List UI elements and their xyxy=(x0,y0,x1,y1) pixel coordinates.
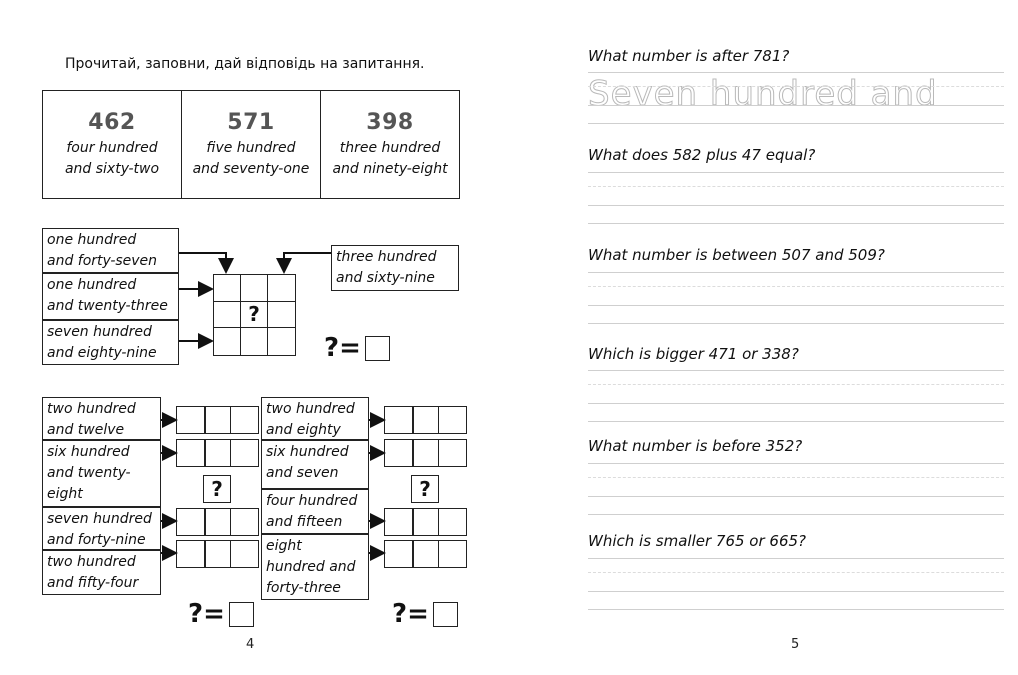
page-number-right: 5 xyxy=(791,637,800,652)
label-line: and eighty-nine xyxy=(47,345,157,361)
column-question-mark: ? xyxy=(411,475,439,503)
digit-cell[interactable] xyxy=(413,541,439,567)
label-line: seven hundred xyxy=(47,511,152,527)
label-line: one hundred xyxy=(47,277,137,293)
grid-cell[interactable] xyxy=(241,328,268,355)
answer-prompt: ?= xyxy=(188,599,225,629)
digit-row xyxy=(384,406,467,434)
digit-cell[interactable] xyxy=(385,541,413,567)
label-line: six hundred xyxy=(47,444,130,460)
question-4: Which is bigger 471 or 338? xyxy=(588,345,799,363)
words-line: and seventy-one xyxy=(192,160,310,177)
label-line: and seven xyxy=(266,465,339,481)
label-line: and twelve xyxy=(47,422,125,438)
digit-cell[interactable] xyxy=(231,440,258,466)
writing-lines[interactable] xyxy=(588,558,1004,613)
digit-row xyxy=(384,439,467,467)
label-line: seven hundred xyxy=(47,324,152,340)
digit-cell[interactable] xyxy=(413,440,439,466)
question-3: What number is between 507 and 509? xyxy=(588,246,885,264)
grid-cell[interactable] xyxy=(268,302,295,329)
label-line: two hundred xyxy=(47,401,136,417)
label-line: and fifty-four xyxy=(47,575,139,591)
grid-label-left xyxy=(42,273,179,320)
words-line: and ninety-eight xyxy=(332,160,448,177)
digit-cell[interactable] xyxy=(205,440,231,466)
digit-cell[interactable] xyxy=(439,509,466,535)
digit-cell[interactable] xyxy=(205,541,231,567)
grid-question-mark: ? xyxy=(241,302,268,329)
digit-cell[interactable] xyxy=(177,440,205,466)
digit-row xyxy=(176,540,259,568)
column-label xyxy=(261,534,369,600)
column-label xyxy=(261,489,369,534)
digit-cell[interactable] xyxy=(439,541,466,567)
column-label xyxy=(42,507,161,550)
digit-cell[interactable] xyxy=(231,541,258,567)
answer-prompt: ?= xyxy=(324,333,361,363)
label-line: three hundred xyxy=(336,249,437,265)
label-line: and forty-seven xyxy=(47,253,158,269)
grid-cell[interactable] xyxy=(214,328,241,355)
label-line: and eighty xyxy=(266,422,341,438)
digit-cell[interactable] xyxy=(439,407,466,433)
digit-cell[interactable] xyxy=(177,407,205,433)
writing-lines[interactable] xyxy=(588,370,1004,425)
digit-cell[interactable] xyxy=(413,509,439,535)
answer-grid xyxy=(213,274,296,356)
label-line: four hundred xyxy=(266,493,358,509)
number-value: 462 xyxy=(88,109,136,135)
number-value: 398 xyxy=(366,109,414,135)
writing-lines[interactable] xyxy=(588,272,1004,327)
label-line: two hundred xyxy=(47,554,136,570)
label-line: and twenty-three xyxy=(47,298,168,314)
label-line: and twenty- xyxy=(47,465,131,481)
label-line: and sixty-nine xyxy=(336,270,435,286)
digit-cell[interactable] xyxy=(231,509,258,535)
label-line: eight xyxy=(266,538,302,554)
grid-label-right xyxy=(331,245,459,291)
label-line: forty-three xyxy=(266,580,341,596)
column-answer-left xyxy=(188,599,254,629)
answer-box[interactable] xyxy=(229,602,254,627)
grid-cell[interactable] xyxy=(268,275,295,302)
grid-answer xyxy=(324,333,390,363)
words-line: four hundred xyxy=(66,139,158,156)
label-line: and fifteen xyxy=(266,514,343,530)
answer-box[interactable] xyxy=(365,336,390,361)
arrow-down-right xyxy=(284,253,333,270)
question-1: What number is after 781? xyxy=(588,47,790,65)
writing-lines[interactable] xyxy=(588,463,1004,518)
digit-cell[interactable] xyxy=(385,440,413,466)
grid-cell[interactable] xyxy=(214,275,241,302)
digit-cell[interactable] xyxy=(177,509,205,535)
column-question-mark: ? xyxy=(203,475,231,503)
label-line: one hundred xyxy=(47,232,137,248)
grid-cell[interactable] xyxy=(214,302,241,329)
column-label xyxy=(42,550,161,595)
column-label xyxy=(42,440,161,507)
digit-row xyxy=(176,508,259,536)
digit-row xyxy=(176,439,259,467)
digit-cell[interactable] xyxy=(385,407,413,433)
question-6: Which is smaller 765 or 665? xyxy=(588,532,806,550)
label-line: eight xyxy=(47,486,83,502)
writing-lines[interactable] xyxy=(588,172,1004,227)
question-5: What number is before 352? xyxy=(588,437,803,455)
words-line: and sixty-two xyxy=(64,160,160,177)
digit-cell[interactable] xyxy=(177,541,205,567)
digit-row xyxy=(384,508,467,536)
words-line: five hundred xyxy=(206,139,296,156)
writing-lines[interactable] xyxy=(588,72,1004,127)
digit-cell[interactable] xyxy=(385,509,413,535)
answer-prompt: ?= xyxy=(392,599,429,629)
label-line: and forty-nine xyxy=(47,532,146,548)
page-number-left: 4 xyxy=(246,637,255,652)
digit-cell[interactable] xyxy=(205,509,231,535)
digit-cell[interactable] xyxy=(413,407,439,433)
digit-cell[interactable] xyxy=(231,407,258,433)
label-line: two hundred xyxy=(266,401,355,417)
number-value: 571 xyxy=(227,109,275,135)
arrow-down-left xyxy=(178,253,226,270)
digit-cell[interactable] xyxy=(205,407,231,433)
label-line: six hundred xyxy=(266,444,349,460)
column-label xyxy=(261,397,369,440)
column-label xyxy=(42,397,161,440)
grid-label-left xyxy=(42,320,179,365)
label-line: hundred and xyxy=(266,559,356,575)
answer-box[interactable] xyxy=(433,602,458,627)
question-2: What does 582 plus 47 equal? xyxy=(588,146,816,164)
column-answer-right xyxy=(392,599,458,629)
grid-cell[interactable] xyxy=(268,328,295,355)
digit-row xyxy=(176,406,259,434)
words-line: three hundred xyxy=(339,139,441,156)
digit-row xyxy=(384,540,467,568)
trace-text: Seven hundred and xyxy=(588,74,938,114)
column-label xyxy=(261,440,369,489)
digit-cell[interactable] xyxy=(439,440,466,466)
grid-cell[interactable] xyxy=(241,275,268,302)
grid-label-left xyxy=(42,228,179,273)
instruction-text: Прочитай, заповни, дай відповідь на запитання. xyxy=(65,56,425,72)
